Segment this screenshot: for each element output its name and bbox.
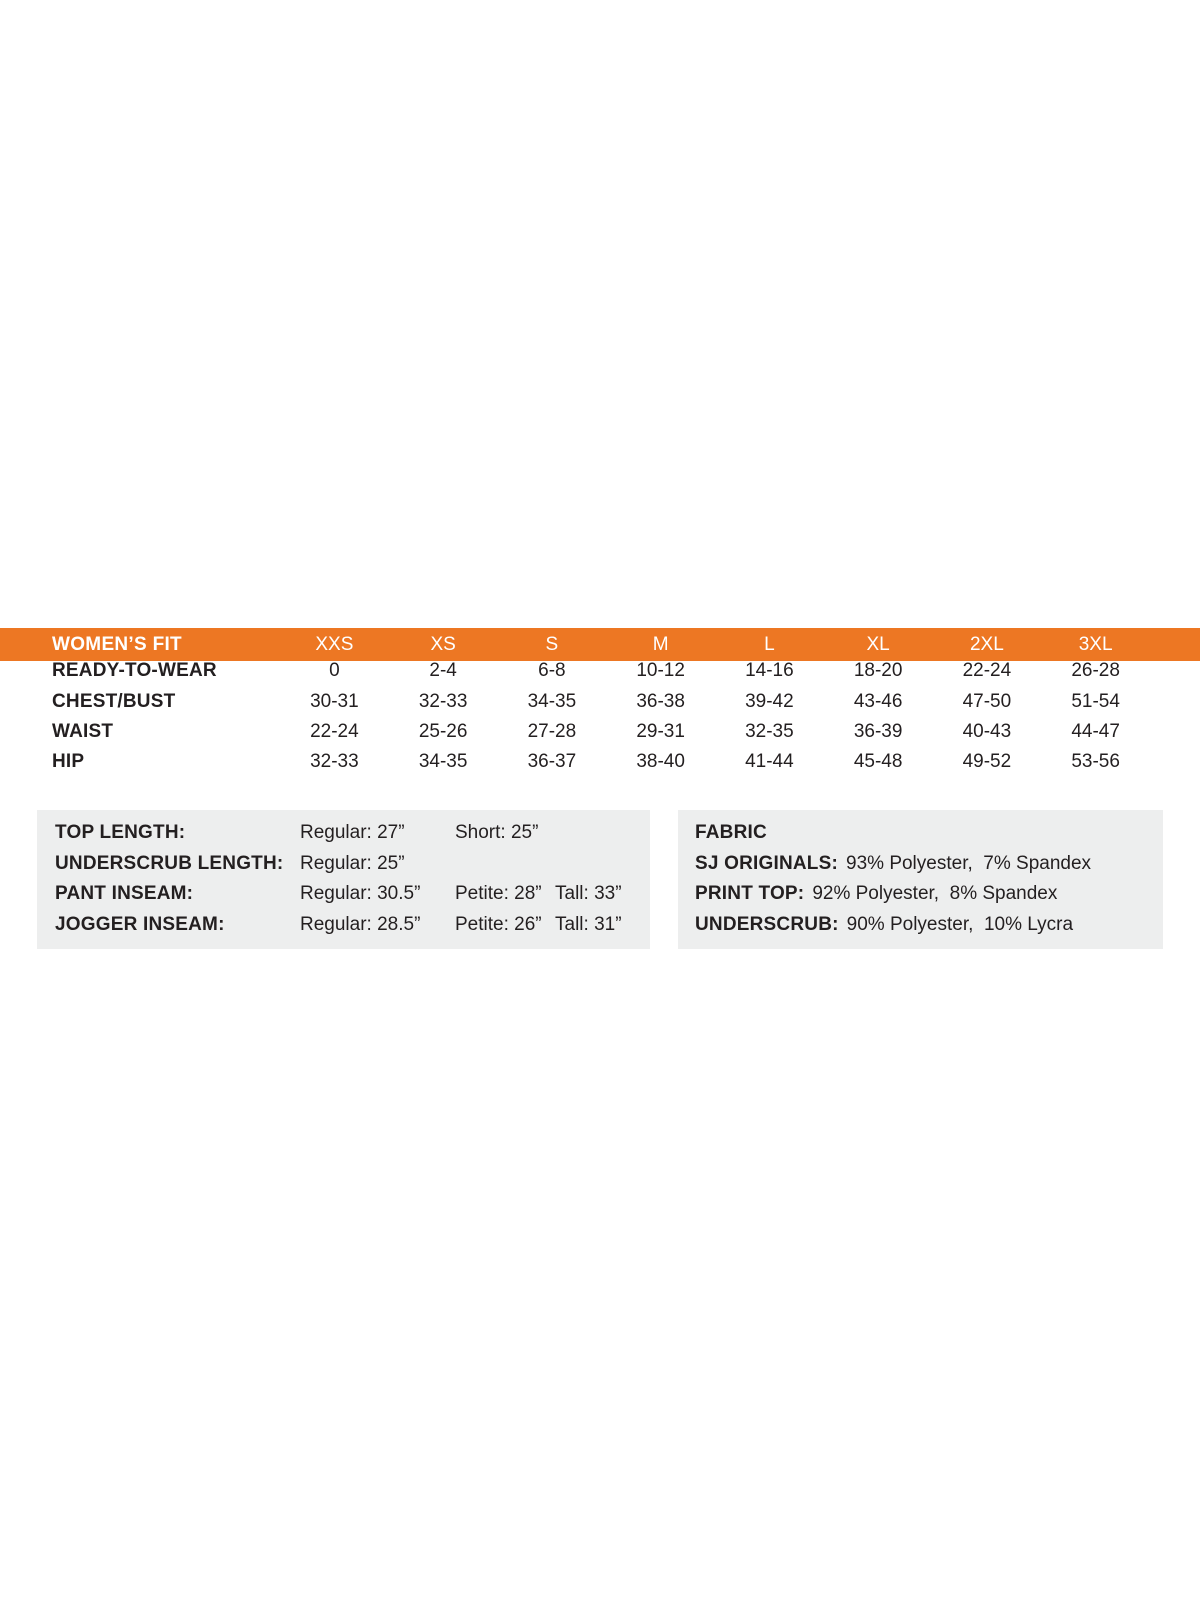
cell: 41-44	[745, 751, 794, 773]
length-value: Tall: 31”	[555, 913, 622, 935]
lengths-info-box	[37, 810, 650, 949]
cell: 45-48	[853, 751, 903, 773]
fabric-row-underscrub	[695, 910, 1163, 941]
cell: 22-24	[962, 660, 1012, 682]
length-value: Regular: 27”	[300, 822, 405, 844]
column-header-2xl: 2XL	[969, 633, 1004, 655]
row-label: WAIST	[52, 720, 114, 742]
length-row-top-length	[55, 818, 650, 849]
row-label: READY-TO-WEAR	[52, 660, 217, 682]
length-row-jogger-inseam	[55, 910, 650, 941]
row-label: HIP	[52, 751, 85, 773]
table-row-chest-bust	[52, 686, 1150, 716]
cell: 29-31	[636, 720, 685, 742]
cell: 53-56	[1071, 751, 1120, 773]
fabric-value: 93% Polyester, 7% Spandex	[846, 852, 1092, 874]
length-value: Regular: 28.5”	[300, 913, 421, 935]
size-chart-body	[52, 656, 1150, 778]
cell: 10-12	[636, 660, 685, 682]
cell: 30-31	[310, 690, 359, 712]
cell: 36-38	[636, 690, 685, 712]
fabric-row-sj-originals	[695, 849, 1163, 880]
cell: 36-37	[527, 751, 577, 773]
cell: 6-8	[538, 660, 566, 682]
fabric-value: 92% Polyester, 8% Spandex	[812, 883, 1058, 905]
cell: 34-35	[527, 690, 577, 712]
cell: 14-16	[745, 660, 794, 682]
table-row-hip	[52, 747, 1150, 777]
column-header-s: S	[545, 633, 559, 655]
cell: 44-47	[1071, 720, 1120, 742]
column-header-m: M	[652, 633, 669, 655]
cell: 2-4	[429, 660, 457, 682]
cell: 47-50	[962, 690, 1012, 712]
column-header-xs: XS	[430, 633, 456, 655]
length-value: Regular: 30.5”	[300, 883, 421, 905]
table-row-ready-to-wear	[52, 656, 1150, 686]
fabric-title: FABRIC	[695, 822, 767, 844]
cell: 39-42	[745, 690, 794, 712]
row-label: CHEST/BUST	[52, 690, 176, 712]
chart-title: WOMEN’S FIT	[52, 633, 182, 655]
length-label: UNDERSCRUB LENGTH:	[55, 852, 284, 874]
length-label: TOP LENGTH:	[55, 822, 186, 844]
fabric-label: PRINT TOP:	[695, 883, 805, 905]
column-header-l: L	[764, 633, 775, 655]
cell: 18-20	[853, 660, 903, 682]
fabric-value: 90% Polyester, 10% Lycra	[846, 913, 1074, 935]
cell: 36-39	[853, 720, 903, 742]
column-header-xxs: XXS	[315, 633, 354, 655]
cell: 32-33	[418, 690, 468, 712]
cell: 43-46	[853, 690, 903, 712]
cell: 49-52	[962, 751, 1012, 773]
cell: 25-26	[418, 720, 468, 742]
length-value: Petite: 28”	[455, 883, 542, 905]
length-label: PANT INSEAM:	[55, 883, 194, 905]
fabric-label: UNDERSCRUB:	[695, 913, 839, 935]
length-value: Regular: 25”	[300, 852, 405, 874]
cell: 32-35	[745, 720, 794, 742]
column-header-xl: XL	[866, 633, 890, 655]
cell: 22-24	[310, 720, 359, 742]
cell: 27-28	[527, 720, 577, 742]
fabric-row-print-top	[695, 879, 1163, 910]
cell: 26-28	[1071, 660, 1120, 682]
table-row-waist	[52, 717, 1150, 747]
column-header-3xl: 3XL	[1078, 633, 1113, 655]
length-label: JOGGER INSEAM:	[55, 913, 225, 935]
cell: 32-33	[310, 751, 359, 773]
length-value: Short: 25”	[455, 822, 539, 844]
cell: 34-35	[418, 751, 468, 773]
length-row-underscrub-length	[55, 849, 650, 880]
length-row-pant-inseam	[55, 879, 650, 910]
cell: 40-43	[962, 720, 1012, 742]
cell: 38-40	[636, 751, 685, 773]
cell: 0	[329, 660, 340, 682]
fabric-info-box	[678, 810, 1163, 949]
length-value: Petite: 26”	[455, 913, 542, 935]
length-value: Tall: 33”	[555, 883, 622, 905]
cell: 51-54	[1071, 690, 1120, 712]
fabric-label: SJ ORIGINALS:	[695, 852, 839, 874]
